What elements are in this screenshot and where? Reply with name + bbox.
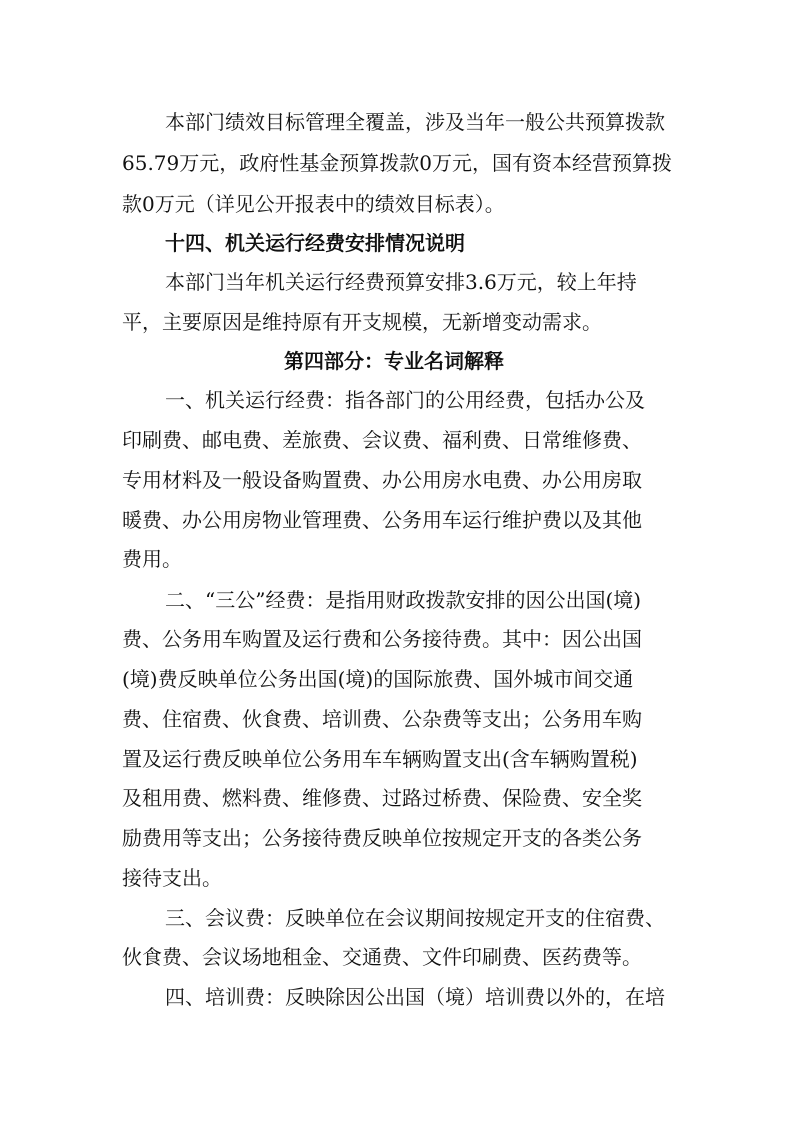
paragraph-line: 及租用费、燃料费、维修费、过路过桥费、保险费、安全奖 — [122, 786, 642, 810]
paragraph-line: 费用。 — [122, 547, 182, 571]
paragraph-line: 伙食费、会议场地租金、交通费、文件印刷费、医药费等。 — [122, 945, 642, 969]
paragraph-line: 接待支出。 — [122, 866, 222, 890]
paragraph-line: 平，主要原因是维持原有开支规模，无新增变动需求。 — [122, 310, 602, 334]
paragraph-line: 款0万元（详见公开报表中的绩效目标表）。 — [122, 192, 505, 216]
paragraph-line: 四、培训费：反映除因公出国（境）培训费以外的，在培 — [165, 985, 665, 1009]
paragraph-line: 一、机关运行经费：指各部门的公用经费，包括办公及 — [165, 388, 645, 412]
paragraph-line: 暖费、办公用房物业管理费、公务用车运行维护费以及其他 — [122, 508, 642, 532]
paragraph-line: 置及运行费反映单位公务用车车辆购置支出(含车辆购置税) — [122, 747, 638, 771]
paragraph-line: 本部门当年机关运行经费预算安排3.6万元，较上年持 — [165, 270, 637, 294]
paragraph-line: (境)费反映单位公务出国(境)的国际旅费、国外城市间交通 — [122, 667, 634, 691]
paragraph-line: 二、“三公”经费：是指用财政拨款安排的因公出国(境) — [165, 588, 642, 612]
part-title: 第四部分：专业名词解释 — [284, 349, 504, 373]
paragraph-line: 费、公务用车购置及运行费和公务接待费。其中：因公出国 — [122, 627, 642, 651]
paragraph-line: 励费用等支出；公务接待费反映单位按规定开支的各类公务 — [122, 826, 642, 850]
paragraph-line: 三、会议费：反映单位在会议期间按规定开支的住宿费、 — [165, 906, 665, 930]
section-heading: 十四、机关运行经费安排情况说明 — [165, 231, 465, 255]
paragraph-line: 本部门绩效目标管理全覆盖，涉及当年一般公共预算拨款 — [165, 110, 665, 134]
paragraph-line: 专用材料及一般设备购置费、办公用房水电费、办公用房取 — [122, 468, 642, 492]
paragraph-line: 费、住宿费、伙食费、培训费、公杂费等支出；公务用车购 — [122, 707, 642, 731]
paragraph-line: 65.79万元，政府性基金预算拨款0万元，国有资本经营预算拨 — [122, 151, 672, 175]
paragraph-line: 印刷费、邮电费、差旅费、会议费、福利费、日常维修费、 — [122, 428, 642, 452]
